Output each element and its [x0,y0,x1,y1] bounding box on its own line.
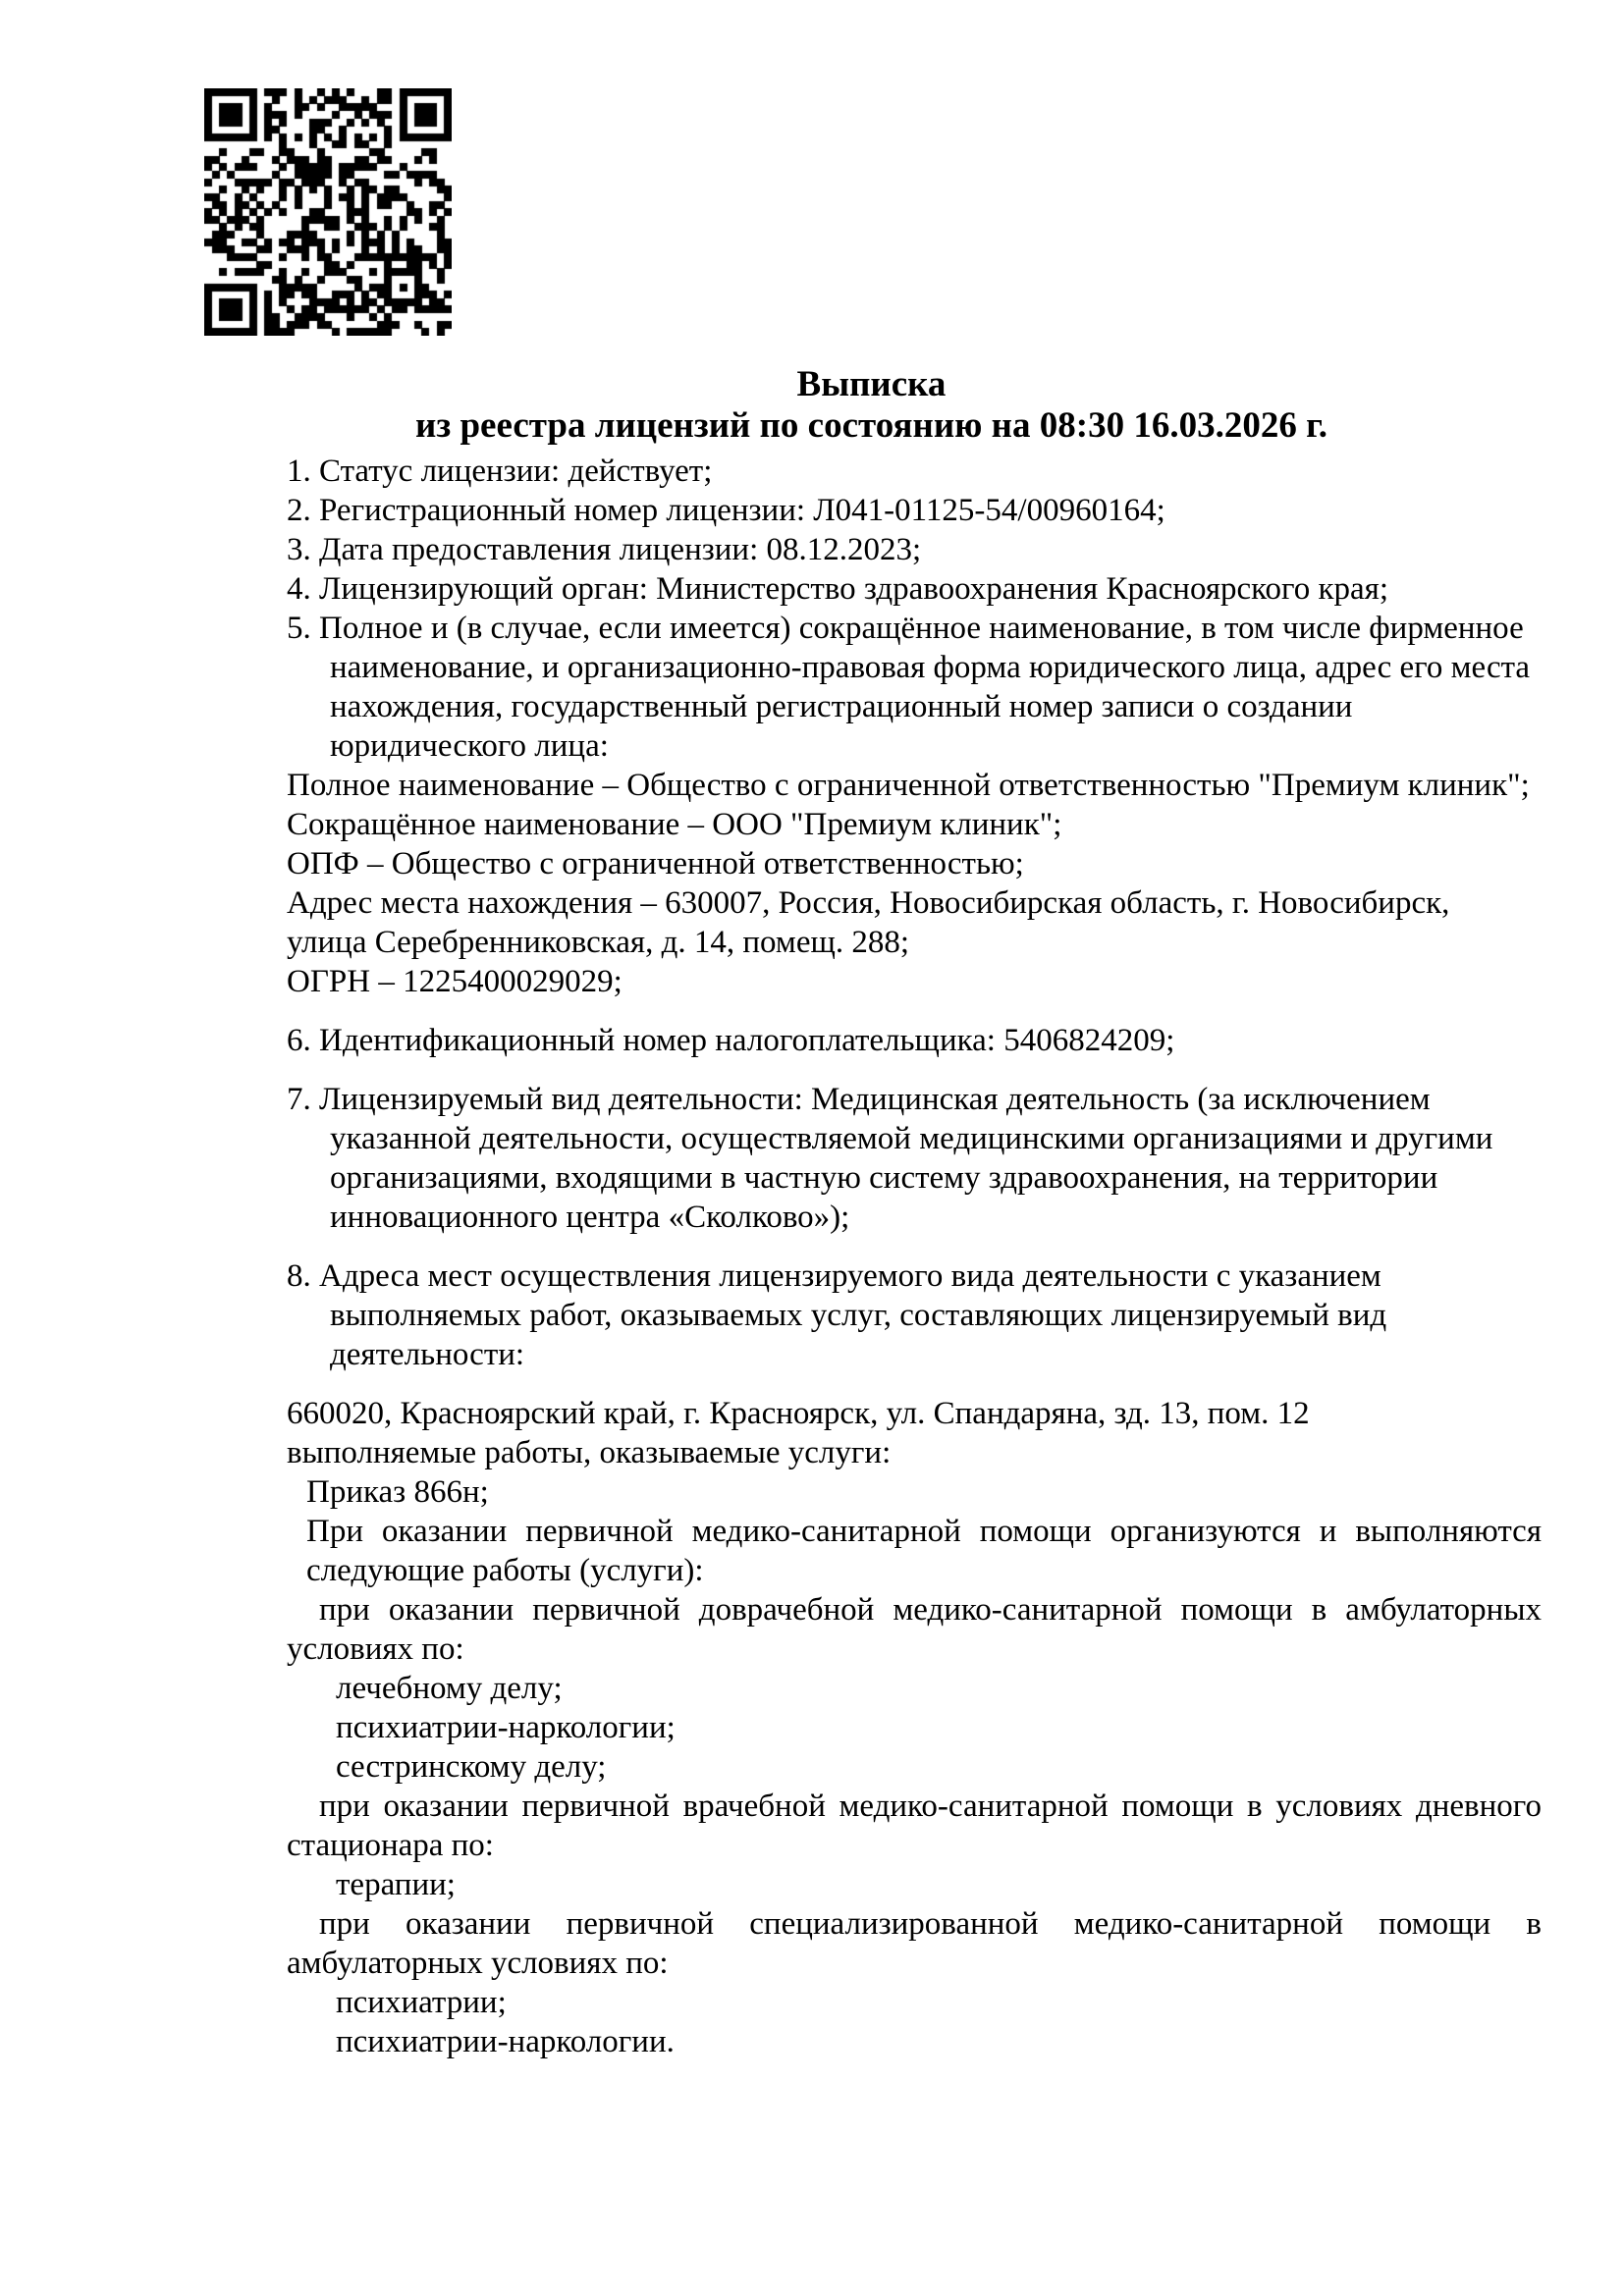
document-line: 6. Идентификационный номер налогоплательщика: 5406824209; [287,1023,1175,1058]
document-line: выполняемых работ, оказываемых услуг, составляющих лицензируемый вид [330,1298,1387,1333]
document-line: 660020, Красноярский край, г. Красноярск, ул. Спандаряна, зд. 13, пом. 12 [287,1396,1310,1431]
document-line: 8. Адреса мест осуществления лицензируемого вида деятельности с указанием [287,1258,1381,1294]
document-line: 5. Полное и (в случае, если имеется) сокращённое наименование, в том числе фирменное [287,611,1524,646]
document-line: лечебному делу; [336,1671,563,1706]
document-line: терапии; [336,1867,456,1902]
document-line: улица Серебренниковская, д. 14, помещ. 288; [287,925,910,960]
document-line: психиатрии; [336,1985,507,2020]
document-line: юридического лица: [330,728,609,764]
document-line: нахождения, государственный регистрационный номер записи о создании [330,689,1353,724]
document-title-line2: из реестра лицензий по состоянию на 08:30 16.03.2026 г. [415,405,1327,446]
document-line: деятельности: [330,1337,525,1372]
document-line: При оказании первичной медико-санитарной помощи организуются и выполняются [306,1514,1542,1549]
document-line: Приказ 866н; [306,1474,489,1510]
document-line: стационара по: [287,1828,494,1863]
document-line: Полное наименование – Общество с ограниченной ответственностью "Премиум клиник"; [287,768,1530,803]
document-line: психиатрии-наркологии. [336,2024,675,2059]
document-line: организациями, входящими в частную систему здравоохранения, на территории [330,1160,1438,1196]
document-line: условиях по: [287,1631,464,1667]
document-line: амбулаторных условиях по: [287,1946,669,1981]
document-line: психиатрии-наркологии; [336,1710,676,1745]
document-line: следующие работы (услуги): [306,1553,704,1588]
document-line: 3. Дата предоставления лицензии: 08.12.2023; [287,532,922,567]
document-line: 1. Статус лицензии: действует; [287,454,713,489]
document-line: 4. Лицензирующий орган: Министерство здравоохранения Красноярского края; [287,571,1388,607]
document-line: 7. Лицензируемый вид деятельности: Медицинская деятельность (за исключением [287,1082,1431,1117]
document-line: сестринскому делу; [336,1749,607,1785]
document-line: выполняемые работы, оказываемые услуги: [287,1435,892,1470]
document-line: при оказании первичной доврачебной медико-санитарной помощи в амбулаторных [319,1592,1542,1628]
document-line: наименование, и организационно-правовая форма юридического лица, адрес его места [330,650,1531,685]
document-line: при оказании первичной врачебной медико-санитарной помощи в условиях дневного [319,1789,1542,1824]
document-line: ОГРН – 1225400029029; [287,964,623,999]
qr-code [204,88,452,336]
document-line: Сокращённое наименование – ООО "Премиум клиник"; [287,807,1062,842]
document-line: 2. Регистрационный номер лицензии: Л041-01125-54/00960164; [287,493,1165,528]
document-line: Адрес места нахождения – 630007, Россия, Новосибирская область, г. Новосибирск, [287,885,1450,921]
document-line: ОПФ – Общество с ограниченной ответственностью; [287,846,1024,881]
document-title-line1: Выписка [796,364,947,404]
document-body [287,452,1542,2061]
document-line: при оказании первичной специализированной медико-санитарной помощи в [319,1906,1542,1942]
document-content [0,364,1624,2061]
document-line: инновационного центра «Сколково»); [330,1200,850,1235]
document-title [201,364,1542,447]
document-line: указанной деятельности, осуществляемой медицинскими организациями и другими [330,1121,1493,1156]
